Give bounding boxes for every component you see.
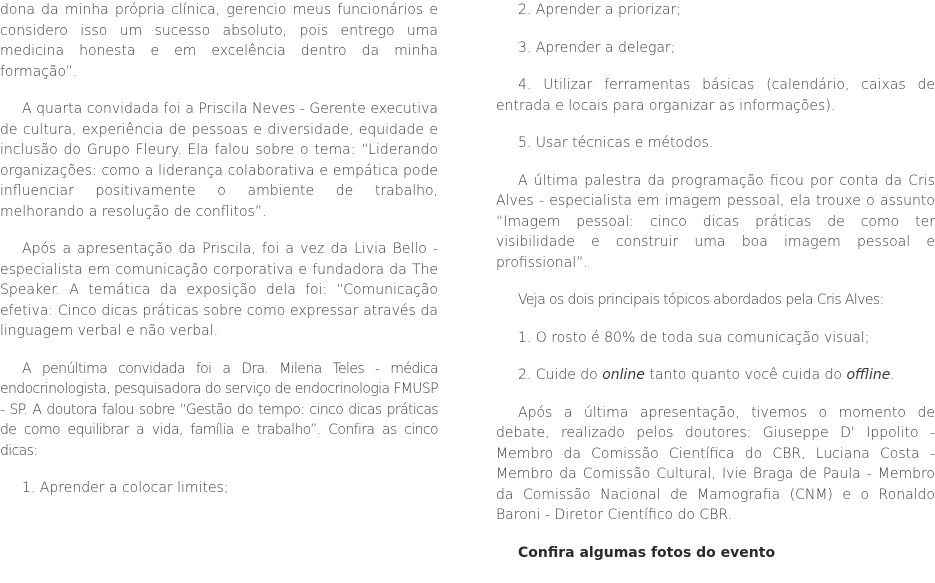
paragraph-cris-alves: A última palestra da programação ficou por conta da Cris Alves - especialista em imagem pessoal, ela trouxe o assunto “Imagem pessoal: cinco dicas práticas de como ter visibilidade e construir uma boa imagem pessoal e profissional”. [496, 172, 935, 271]
topic-2-middle: tanto quanto você cuida do [644, 367, 847, 383]
list-item-tip-2: 2. Aprender a priorizar; [518, 2, 682, 18]
paragraph-milena-teles: A penúltima convidada foi a Dra. Milena Teles - médica endocrinologista, pesquisadora do serviço de endocrinologia FMUSP - SP. A doutora falou sobre “Gestão do tempo: cinco dicas práticas de como equilibrar a vida, família e trabalho”. Confira as cinco dicas: [0, 360, 438, 459]
list-item-tip-5: 5. Usar técnicas e métodos. [518, 135, 714, 151]
paragraph-priscila-neves: A quarta convidada foi a Priscila Neves - Gerente executiva de cultura, experiência de pessoas e diversidade, equidade e inclusão do Grupo Fleury. Ela falou sobre o tema: “Liderando organizações: como a liderança colaborativa e empática pode influenciar positivamente o ambiente de trabalho, melhorando a resolução de conflitos”. [0, 101, 438, 220]
list-item-topic-1: 1. O rosto é 80% de toda sua comunicação visual; [518, 329, 870, 346]
photos-heading: Confira algumas fotos do evento [518, 544, 776, 561]
topic-2-prefix: 2. Cuide do [518, 367, 603, 383]
paragraph-livia-bello: Após a apresentação da Priscila, foi a vez da Livia Bello - especialista em comunicação corporativa e fundadora da The Speaker. A temática da exposição dela foi: “Comunicação efetiva: Cinco dicas práticas sobre como expressar através da linguagem verbal e não verbal. [0, 241, 438, 339]
paragraph-clinic-quote: dona da minha própria clínica, gerencio meus funcionários e considero isso um sucesso absoluto, pois entrego uma medicina honesta e em excelência dentro da minha formação”. [0, 2, 438, 80]
list-item-tip-1: 1. Aprender a colocar limites; [22, 480, 229, 496]
topic-2-online: online [602, 367, 645, 383]
topic-2-offline: offline [846, 367, 891, 383]
list-item-topic-2 [496, 365, 935, 386]
topic-2-suffix: . [890, 367, 895, 383]
right-column [496, 0, 935, 563]
paragraph-debate: Após a última apresentação, tivemos o momento de debate, realizado pelos doutores: Giuseppe D' Ippolito - Membro da Comissão Científica do CBR, Luciana Costa - Membro da Comissão Cultural, Ivie Braga de Paula - Membro da Comissão Nacional de Mamografia (CNM) e o Ronaldo Baroni - Diretor Científico do CBR. [496, 404, 935, 523]
paragraph-topics-intro: Veja os dois principais tópicos abordados pela Cris Alves: [518, 292, 884, 308]
list-item-tip-4: 4. Utilizar ferramentas básicas (calendário, caixas de entrada e locais para organizar as informações). [496, 77, 935, 114]
list-item-tip-3: 3. Aprender a delegar; [518, 39, 676, 56]
left-column [0, 0, 438, 516]
